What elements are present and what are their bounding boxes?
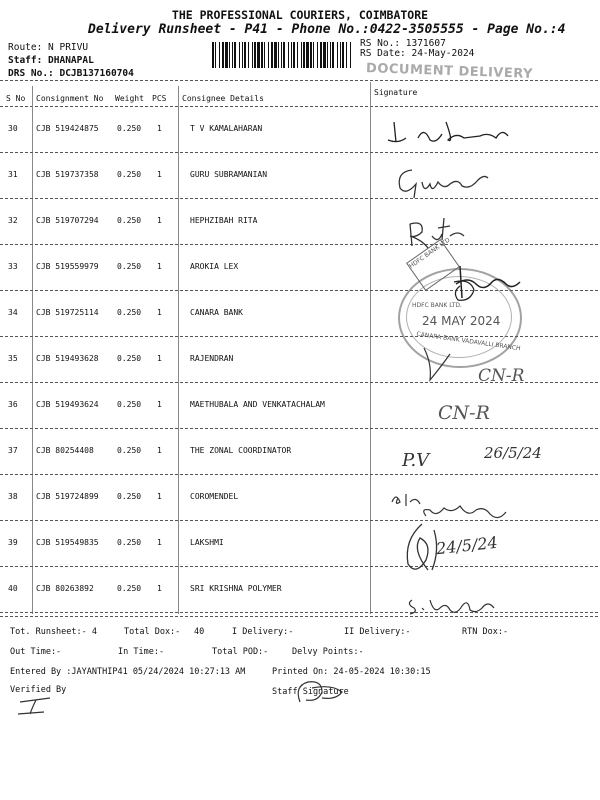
row-pcs: 1: [157, 124, 162, 133]
row-pcs: 1: [157, 354, 162, 363]
barcode-bar: [254, 42, 256, 68]
runsheet-title: Delivery Runsheet - P41 - Phone No.:0422-3505555 - Page No.:4: [88, 22, 566, 37]
barcode: [212, 42, 352, 68]
barcode-bar: [268, 42, 269, 68]
ii-delivery: II Delivery:-: [344, 627, 411, 637]
i-delivery: I Delivery:-: [232, 627, 294, 637]
row-consignee: CANARA BANK: [190, 308, 243, 317]
barcode-bar: [215, 42, 216, 68]
row-weight: 0.250: [117, 216, 142, 225]
row-consignment-no: CJB 519493624: [36, 400, 99, 409]
barcode-bar: [244, 42, 246, 68]
row-weight: 0.250: [117, 262, 142, 271]
row-consignment-no: CJB 519559979: [36, 262, 99, 271]
row-pcs: 1: [157, 308, 162, 317]
row-sno: 34: [8, 308, 18, 317]
row-consignee: THE ZONAL COORDINATOR: [190, 446, 292, 455]
barcode-bar: [222, 42, 224, 68]
row-divider: [0, 474, 598, 475]
drs-number: DRS No.: DCJB137160704: [8, 68, 134, 79]
row-consignment-no: CJB 519724899: [36, 492, 99, 501]
barcode-bar: [212, 42, 214, 68]
barcode-bar: [320, 42, 322, 68]
barcode-bar: [274, 42, 277, 68]
bank-stamp-date: 24 MAY 2024: [422, 314, 501, 328]
bank-stamp-top-text: HDFC BANK LTD.: [412, 302, 462, 309]
row-weight: 0.250: [117, 584, 142, 593]
divider: [0, 80, 598, 81]
row-consignment-no: CJB 519493628: [36, 354, 99, 363]
barcode-bar: [350, 42, 351, 68]
row-sno: 31: [8, 170, 18, 179]
row-consignment-no: CJB 80263892: [36, 584, 94, 593]
row-consignment-no: CJB 519725114: [36, 308, 99, 317]
signature-row-32: [404, 210, 474, 252]
barcode-bar: [234, 42, 236, 68]
verified-by: Verified By: [10, 685, 67, 695]
row-sno: 33: [8, 262, 18, 271]
barcode-bar: [283, 42, 285, 68]
row-divider: [0, 428, 598, 429]
barcode-bar: [264, 42, 265, 68]
total-dox-label: Total Dox:-: [124, 627, 181, 637]
barcode-bar: [219, 42, 220, 68]
bank-stamp-bottom-text: CANARA BANK VADAVALLI BRANCH: [416, 330, 521, 353]
entered-by: Entered By :JAYANTHIP41 05/24/2024 10:27:13 AM: [10, 667, 246, 677]
row-consignment-no: CJB 519424875: [36, 124, 99, 133]
row-weight: 0.250: [117, 124, 142, 133]
barcode-bar: [301, 42, 302, 68]
barcode-bar: [293, 42, 295, 68]
handwriting-row-36: CN-R: [438, 402, 490, 424]
route-label: Route: N PRIVU: [8, 42, 89, 53]
company-name: THE PROFESSIONAL COURIERS, COIMBATORE: [171, 8, 429, 22]
row-weight: 0.250: [117, 170, 142, 179]
barcode-bar: [252, 42, 253, 68]
barcode-bar: [297, 42, 298, 68]
row-consignee: RAJENDRAN: [190, 354, 234, 363]
staff-signature-mark: [292, 678, 352, 708]
handwriting-row-37-date: 26/5/24: [484, 444, 542, 462]
row-consignee: COROMENDEL: [190, 492, 239, 501]
handwriting-row-39-date: 24/5/24: [435, 532, 499, 559]
barcode-bar: [225, 42, 228, 68]
barcode-bar: [327, 42, 328, 68]
signature-row-34: [450, 276, 480, 306]
barcode-bar: [278, 42, 279, 68]
in-time: In Time:-: [118, 647, 165, 657]
col-divider: [32, 86, 33, 614]
col-signature-header: Signature: [374, 88, 418, 97]
barcode-bar: [317, 42, 318, 68]
barcode-bar: [291, 42, 292, 68]
rs-date: RS Date: 24-May-2024: [360, 48, 475, 59]
delvy-points: Delvy Points:-: [292, 647, 364, 657]
divider: [0, 616, 598, 617]
col-consignee-header: Consignee Details: [182, 94, 264, 103]
total-pod: Total POD:-: [212, 647, 269, 657]
row-sno: 39: [8, 538, 18, 547]
row-weight: 0.250: [117, 400, 142, 409]
barcode-bar: [242, 42, 243, 68]
handwriting-row-37: P.V: [402, 450, 430, 471]
row-sno: 30: [8, 124, 18, 133]
row-sno: 32: [8, 216, 18, 225]
row-consignment-no: CJB 80254408: [36, 446, 94, 455]
row-pcs: 1: [157, 446, 162, 455]
printed-on: Printed On: 24-05-2024 10:30:15: [272, 667, 431, 677]
row-divider: [0, 152, 598, 153]
barcode-bar: [332, 42, 334, 68]
hdfc-stamp: HDFC BANK LTD: [406, 239, 460, 291]
divider: [0, 106, 598, 107]
barcode-bar: [310, 42, 312, 68]
barcode-bar: [313, 42, 314, 68]
tot-runsheet: Tot. Runsheet:- 4: [10, 627, 97, 637]
row-consignment-no: CJB 519737358: [36, 170, 99, 179]
barcode-bar: [330, 42, 331, 68]
out-time: Out Time:-: [10, 647, 62, 657]
barcode-bar: [346, 42, 347, 68]
row-pcs: 1: [157, 262, 162, 271]
row-weight: 0.250: [117, 446, 142, 455]
row-divider: [0, 566, 598, 567]
barcode-bar: [306, 42, 309, 68]
row-pcs: 1: [157, 400, 162, 409]
col-weight-header: Weight: [115, 94, 144, 103]
row-sno: 40: [8, 584, 18, 593]
rtn-dox: RTN Dox:-: [462, 627, 509, 637]
row-divider: [0, 244, 598, 245]
col-sno-header: S No: [6, 94, 26, 103]
barcode-bar: [342, 42, 344, 68]
row-divider: [0, 612, 598, 613]
row-pcs: 1: [157, 492, 162, 501]
barcode-bar: [337, 42, 338, 68]
col-pcs-header: PCS: [152, 94, 167, 103]
row-sno: 38: [8, 492, 18, 501]
row-consignment-no: CJB 519549835: [36, 538, 99, 547]
barcode-bar: [288, 42, 289, 68]
row-weight: 0.250: [117, 538, 142, 547]
row-pcs: 1: [157, 538, 162, 547]
row-sno: 37: [8, 446, 18, 455]
barcode-bar: [232, 42, 233, 68]
barcode-bar: [323, 42, 326, 68]
row-consignee: AROKIA LEX: [190, 262, 239, 271]
row-consignee: LAKSHMI: [190, 538, 224, 547]
row-consignee: HEPHZIBAH RITA: [190, 216, 258, 225]
row-consignee: SRI KRISHNA POLYMER: [190, 584, 282, 593]
staff-signature-label: Staff Signature: [272, 687, 349, 697]
signature-row-31: [392, 160, 512, 200]
barcode-bar: [239, 42, 240, 68]
barcode-bar: [303, 42, 305, 68]
rs-number: RS No.: 1371607: [360, 38, 446, 49]
document-delivery-stamp: DOCUMENT DELIVERY: [365, 61, 534, 82]
row-weight: 0.250: [117, 354, 142, 363]
total-dox-value: 40: [194, 627, 205, 637]
row-pcs: 1: [157, 216, 162, 225]
row-pcs: 1: [157, 584, 162, 593]
verified-signature: [14, 694, 74, 718]
handwriting-row-35: CN-R: [478, 366, 525, 386]
signature-mark-row-35: [420, 344, 460, 384]
barcode-bar: [281, 42, 282, 68]
row-consignee: MAETHUBALA AND VENKATACHALAM: [190, 400, 325, 409]
row-weight: 0.250: [117, 308, 142, 317]
row-weight: 0.250: [117, 492, 142, 501]
barcode-bar: [271, 42, 273, 68]
row-consignment-no: CJB 519707294: [36, 216, 99, 225]
barcode-bar: [261, 42, 263, 68]
barcode-bar: [257, 42, 260, 68]
staff-label: Staff: DHANAPAL: [8, 55, 94, 66]
signature-row-30: [384, 114, 524, 148]
barcode-bar: [229, 42, 230, 68]
row-sno: 35: [8, 354, 18, 363]
barcode-bar: [340, 42, 341, 68]
row-consignee: GURU SUBRAMANIAN: [190, 170, 268, 179]
row-consignee: T V KAMALAHARAN: [190, 124, 263, 133]
col-consignment-header: Consignment No: [36, 94, 104, 103]
col-divider: [370, 82, 371, 614]
barcode-bar: [248, 42, 249, 68]
col-divider: [178, 86, 179, 614]
row-pcs: 1: [157, 170, 162, 179]
row-sno: 36: [8, 400, 18, 409]
